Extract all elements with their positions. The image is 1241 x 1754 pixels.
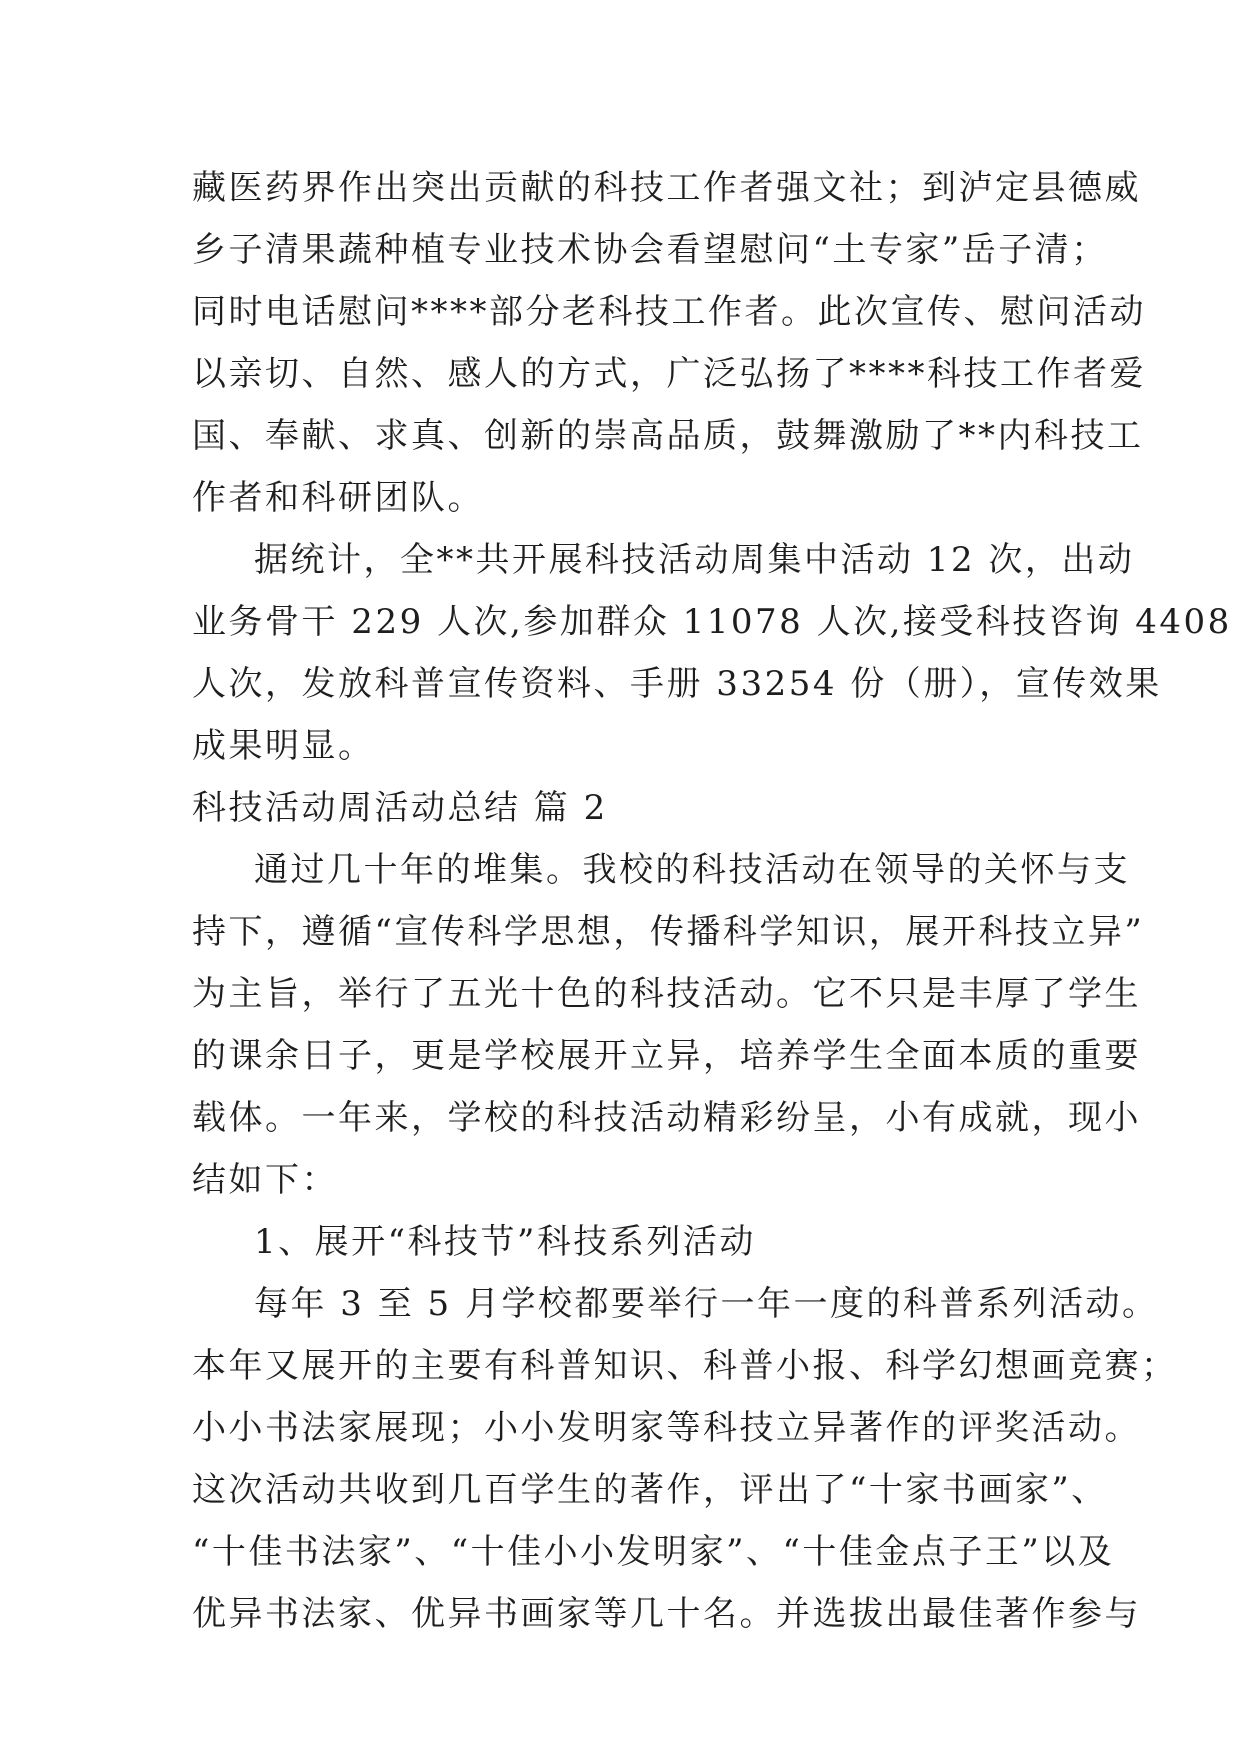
body-line: 以亲切、自然、感人的方式，广泛弘扬了****科技工作者爱 [192,354,1146,394]
paragraph-start-line: 据统计，全**共开展科技活动周集中活动 12 次，出动 [254,540,1135,580]
body-line: 载体。一年来，学校的科技活动精彩纷呈，小有成就，现小 [192,1098,1141,1138]
body-line: 成果明显。 [192,726,375,766]
body-line: 的课余日子，更是学校展开立异，培养学生全面本质的重要 [192,1036,1141,1076]
section-heading: 科技活动周活动总结 篇 2 [192,788,608,828]
body-line: 小小书法家展现；小小发明家等科技立异著作的评奖活动。 [192,1408,1141,1448]
paragraph-start-line: 通过几十年的堆集。我校的科技活动在领导的关怀与支 [254,850,1130,890]
body-line: 国、奉献、求真、创新的崇高品质，鼓舞激励了**内科技工 [192,416,1144,456]
body-line: 乡子清果蔬种植专业技术协会看望慰问“土专家”岳子清； [192,230,1108,270]
body-line: 人次，发放科普宣传资料、手册 33254 份（册），宣传效果 [192,664,1162,704]
body-line: 优异书法家、优异书画家等几十名。并选拔出最佳著作参与 [192,1594,1141,1634]
body-line: 作者和科研团队。 [192,478,484,518]
paragraph-start-line: 每年 3 至 5 月学校都要举行一年一度的科普系列活动。 [254,1284,1159,1324]
subsection-heading: 1、展开“科技节”科技系列活动 [254,1222,756,1262]
body-line: 业务骨干 229 人次,参加群众 11078 人次,接受科技咨询 4408 [192,602,1232,642]
body-line: 持下，遵循“宣传科学思想，传播科学知识，展开科技立异” [192,912,1145,952]
body-line: 结如下： [192,1160,338,1200]
body-line: 为主旨，举行了五光十色的科技活动。它不只是丰厚了学生 [192,974,1141,1014]
body-line: 本年又展开的主要有科普知识、科普小报、科学幻想画竞赛； [192,1346,1178,1386]
body-line: 同时电话慰问****部分老科技工作者。此次宣传、慰问活动 [192,292,1146,332]
body-line: “十佳书法家”、“十佳小小发明家”、“十佳金点子王”以及 [192,1532,1115,1572]
body-line: 这次活动共收到几百学生的著作，评出了“十家书画家”、 [192,1470,1108,1510]
document-body [192,157,1232,1645]
body-line: 藏医药界作出突出贡献的科技工作者强文社；到泸定县德威 [192,168,1141,208]
